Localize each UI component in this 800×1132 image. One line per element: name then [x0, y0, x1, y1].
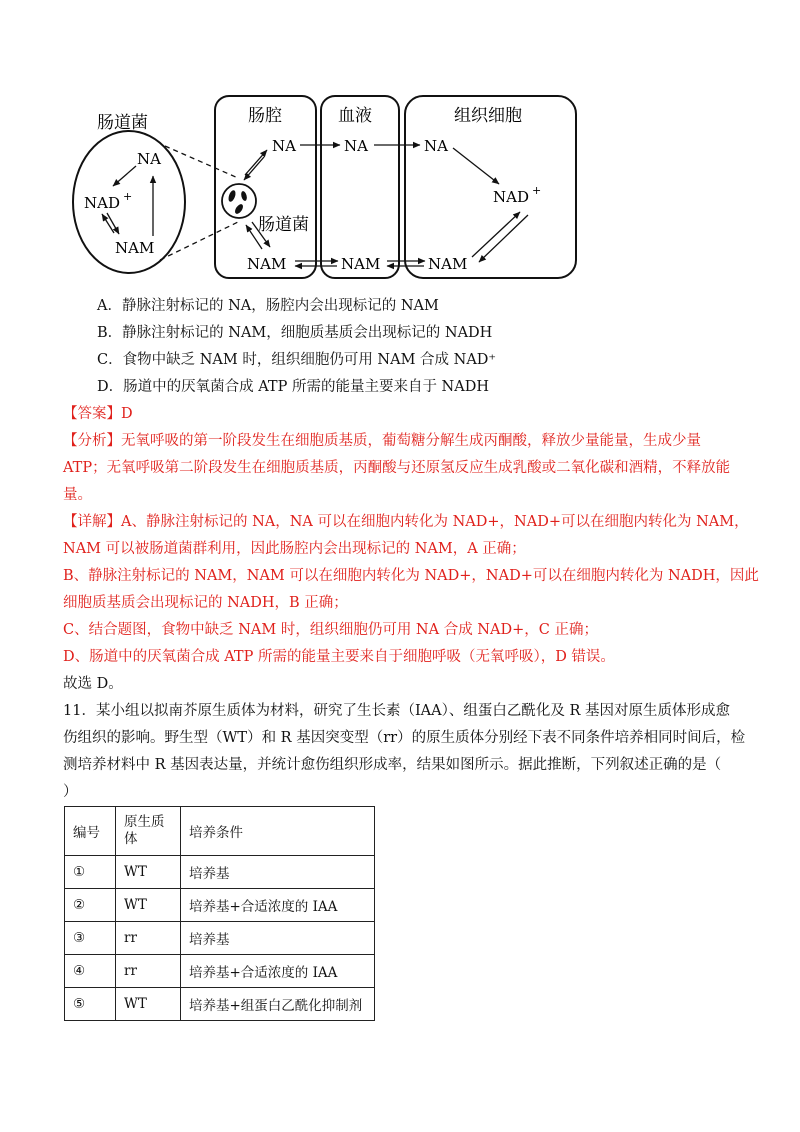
table-row	[65, 889, 375, 922]
tissue-nad: NAD	[493, 188, 529, 206]
row-condition: 培养基	[181, 922, 375, 955]
question11-line: 伤组织的影响。野生型（WT）和 R 基因突变型（rr）的原生质体分别经下表不同条件培养相同时间后，检	[63, 730, 746, 746]
row-protoplast: WT	[116, 856, 181, 889]
metabolism-diagram	[0, 0, 800, 290]
bacteria-nad-plus: +	[123, 190, 133, 203]
answer: 【答案】D	[63, 406, 133, 422]
row-condition: 培养基	[181, 856, 375, 889]
table-row	[65, 856, 375, 889]
question11-line: 测培养材料中 R 基因表达量，并统计愈伤组织形成率，结果如图所示。据此推断，下列叙述正确的是（	[63, 757, 722, 773]
table-row	[65, 988, 375, 1021]
row-id: ⑤	[65, 988, 116, 1021]
row-condition: 培养基+合适浓度的 IAA	[181, 889, 375, 922]
table-row	[65, 955, 375, 988]
detail-line: NAM 可以被肠道菌群利用，因此肠腔内会出现标记的 NAM，A 正确；	[63, 541, 526, 557]
header-condition: 培养条件	[181, 807, 375, 856]
option-b: B．静脉注射标记的 NAM，细胞质基质会出现标记的 NADH	[97, 325, 493, 341]
tissue-nam: NAM	[428, 255, 468, 273]
culture-condition-table	[64, 806, 375, 1021]
question11-line: 11．某小组以拟南芥原生质体为材料，研究了生长素（IAA）、组蛋白乙酰化及 R 基因对原生质体形成愈	[63, 703, 731, 719]
option-c: C．食物中缺乏 NAM 时，组织细胞仍可用 NAM 合成 NAD⁺	[97, 352, 497, 368]
bacteria-nad: NAD	[84, 194, 120, 212]
tissue-nad-plus: +	[532, 184, 542, 197]
table-row	[65, 922, 375, 955]
option-a: A．静脉注射标记的 NA，肠腔内会出现标记的 NAM	[97, 298, 439, 314]
tissue-na: NA	[424, 137, 448, 155]
row-protoplast: rr	[116, 922, 181, 955]
lumen-nam: NAM	[247, 255, 287, 273]
blood-na: NA	[344, 137, 368, 155]
analysis-line: 量。	[63, 487, 92, 503]
blood-nam: NAM	[341, 255, 381, 273]
analysis-line: ATP；无氧呼吸第二阶段发生在细胞质基质，丙酮酸与还原氢反应生成乳酸或二氧化碳和酒精，不释放能	[63, 460, 731, 476]
row-protoplast: rr	[116, 955, 181, 988]
row-id: ③	[65, 922, 116, 955]
gut-bacteria-label: 肠道菌	[258, 215, 309, 235]
tissue-title: 组织细胞	[454, 106, 522, 126]
lumen-na: NA	[272, 137, 296, 155]
option-d: D．肠道中的厌氧菌合成 ATP 所需的能量主要来自于 NADH	[97, 379, 489, 395]
blood-title: 血液	[338, 106, 372, 126]
detail-line: 细胞质基质会出现标记的 NADH，B 正确；	[63, 595, 348, 611]
row-id: ④	[65, 955, 116, 988]
detail-line: 【详解】A、静脉注射标记的 NA，NA 可以在细胞内转化为 NAD+，NAD+可以在细胞内转化为 NAM，	[63, 514, 749, 530]
bacteria-na: NA	[137, 150, 161, 168]
table-header-row	[65, 807, 375, 856]
lumen-title: 肠腔	[248, 106, 282, 126]
row-protoplast: WT	[116, 889, 181, 922]
row-protoplast: WT	[116, 988, 181, 1021]
header-protoplast: 原生质 体	[116, 807, 181, 856]
choose-d: 故选 D。	[63, 676, 123, 692]
row-id: ②	[65, 889, 116, 922]
detail-line: D、肠道中的厌氧菌合成 ATP 所需的能量主要来自于细胞呼吸（无氧呼吸），D 错误。	[63, 649, 615, 665]
row-condition: 培养基+组蛋白乙酰化抑制剂	[181, 988, 375, 1021]
bacteria-icon	[227, 189, 248, 215]
row-id: ①	[65, 856, 116, 889]
analysis-line: 【分析】无氧呼吸的第一阶段发生在细胞质基质，葡萄糖分解生成丙酮酸，释放少量能量，生成少量	[63, 433, 701, 449]
bacteria-title: 肠道菌	[97, 113, 148, 133]
detail-line: B、静脉注射标记的 NAM，NAM 可以在细胞内转化为 NAD+，NAD+可以在细胞内转化为 NADH，因此	[63, 568, 759, 584]
header-id: 编号	[65, 807, 116, 856]
question11-line: ）	[63, 784, 78, 800]
bacteria-nam: NAM	[115, 239, 155, 257]
row-condition: 培养基+合适浓度的 IAA	[181, 955, 375, 988]
detail-line: C、结合题图，食物中缺乏 NAM 时，组织细胞仍可用 NA 合成 NAD+，C 正确；	[63, 622, 598, 638]
